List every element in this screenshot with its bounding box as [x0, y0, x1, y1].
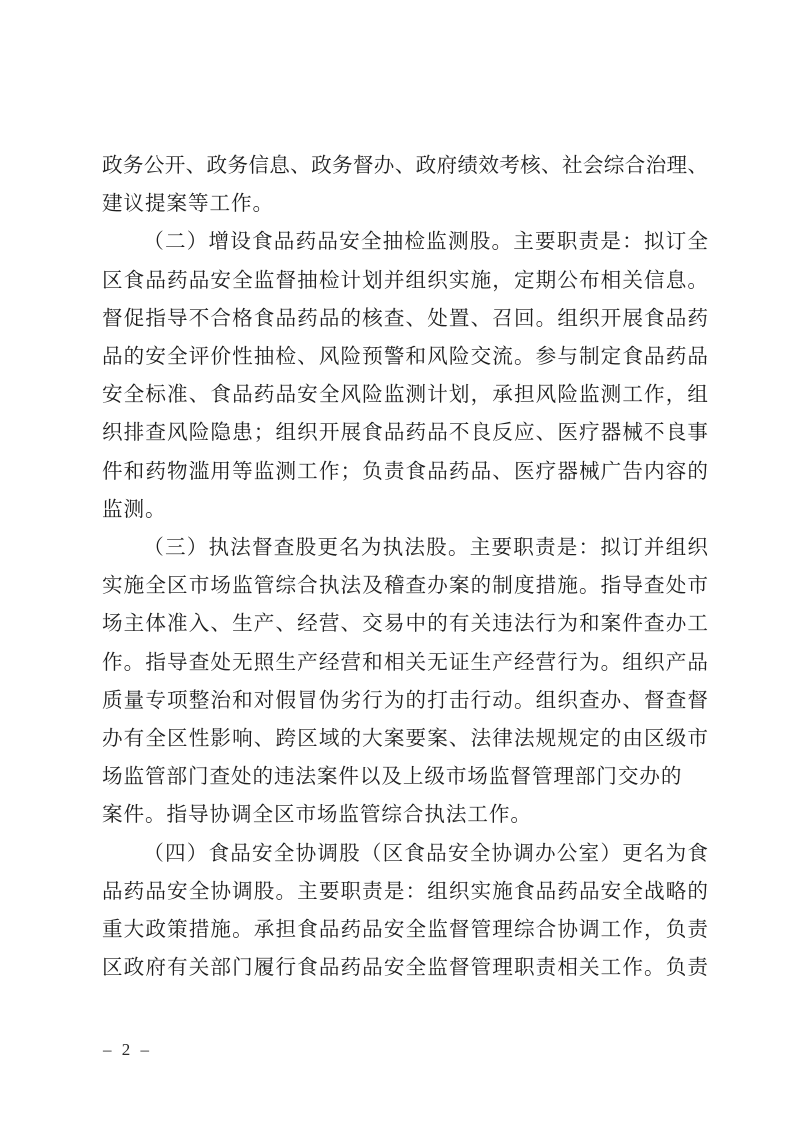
text-line: 安全标准、食品药品安全风险监测计划，承担风险监测工作，组 [102, 384, 708, 407]
text-line: 场主体准入、生产、经营、交易中的有关违法行为和案件查办工 [102, 613, 708, 636]
text-line: 品药品安全协调股。主要职责是：组织实施食品药品安全战略的 [102, 880, 708, 903]
document-body [102, 147, 708, 987]
text-line: （二）增设食品药品安全抽检监测股。主要职责是：拟订全 [143, 231, 708, 254]
text-line: 案件。指导协调全区市场监管综合执法工作。 [102, 804, 532, 827]
text-line: 场监管部门查处的违法案件以及上级市场监督管理部门交办的 [102, 766, 683, 789]
text-line: （三）执法督查股更名为执法股。主要职责是：拟订并组织 [143, 537, 708, 560]
text-line: 区食品药品安全监督抽检计划并组织实施，定期公布相关信息。 [102, 269, 708, 292]
text-line: 建议提案等工作。 [102, 193, 274, 216]
text-line: 督促指导不合格食品药品的核查、处置、召回。组织开展食品药 [102, 307, 708, 330]
text-line: 织排查风险隐患；组织开展食品药品不良反应、医疗器械不良事 [102, 422, 708, 445]
text-line: 实施全区市场监管综合执法及稽查办案的制度措施。指导查处市 [102, 575, 708, 598]
text-line: 政务公开、政务信息、政务督办、政府绩效考核、社会综合治理、 [102, 155, 708, 177]
text-line: 办有全区性影响、跨区域的大案要案、法律法规规定的由区级市 [102, 728, 708, 751]
page-number: – 2 – [103, 1040, 152, 1059]
text-line: 重大政策措施。承担食品药品安全监督管理综合协调工作，负责 [102, 919, 708, 942]
text-line: 监测。 [102, 498, 167, 521]
text-line: 质量专项整治和对假冒伪劣行为的打击行动。组织查办、督查督 [102, 689, 708, 712]
text-line: （四）食品安全协调股（区食品安全协调办公室）更名为食 [143, 842, 708, 865]
text-line: 品的安全评价性抽检、风险预警和风险交流。参与制定食品药品 [102, 346, 708, 369]
text-line: 件和药物滥用等监测工作；负责食品药品、医疗器械广告内容的 [102, 460, 708, 483]
text-line: 作。指导查处无照生产经营和相关无证生产经营行为。组织产品 [102, 651, 708, 674]
text-line: 区政府有关部门履行食品药品安全监督管理职责相关工作。负责 [102, 957, 708, 980]
